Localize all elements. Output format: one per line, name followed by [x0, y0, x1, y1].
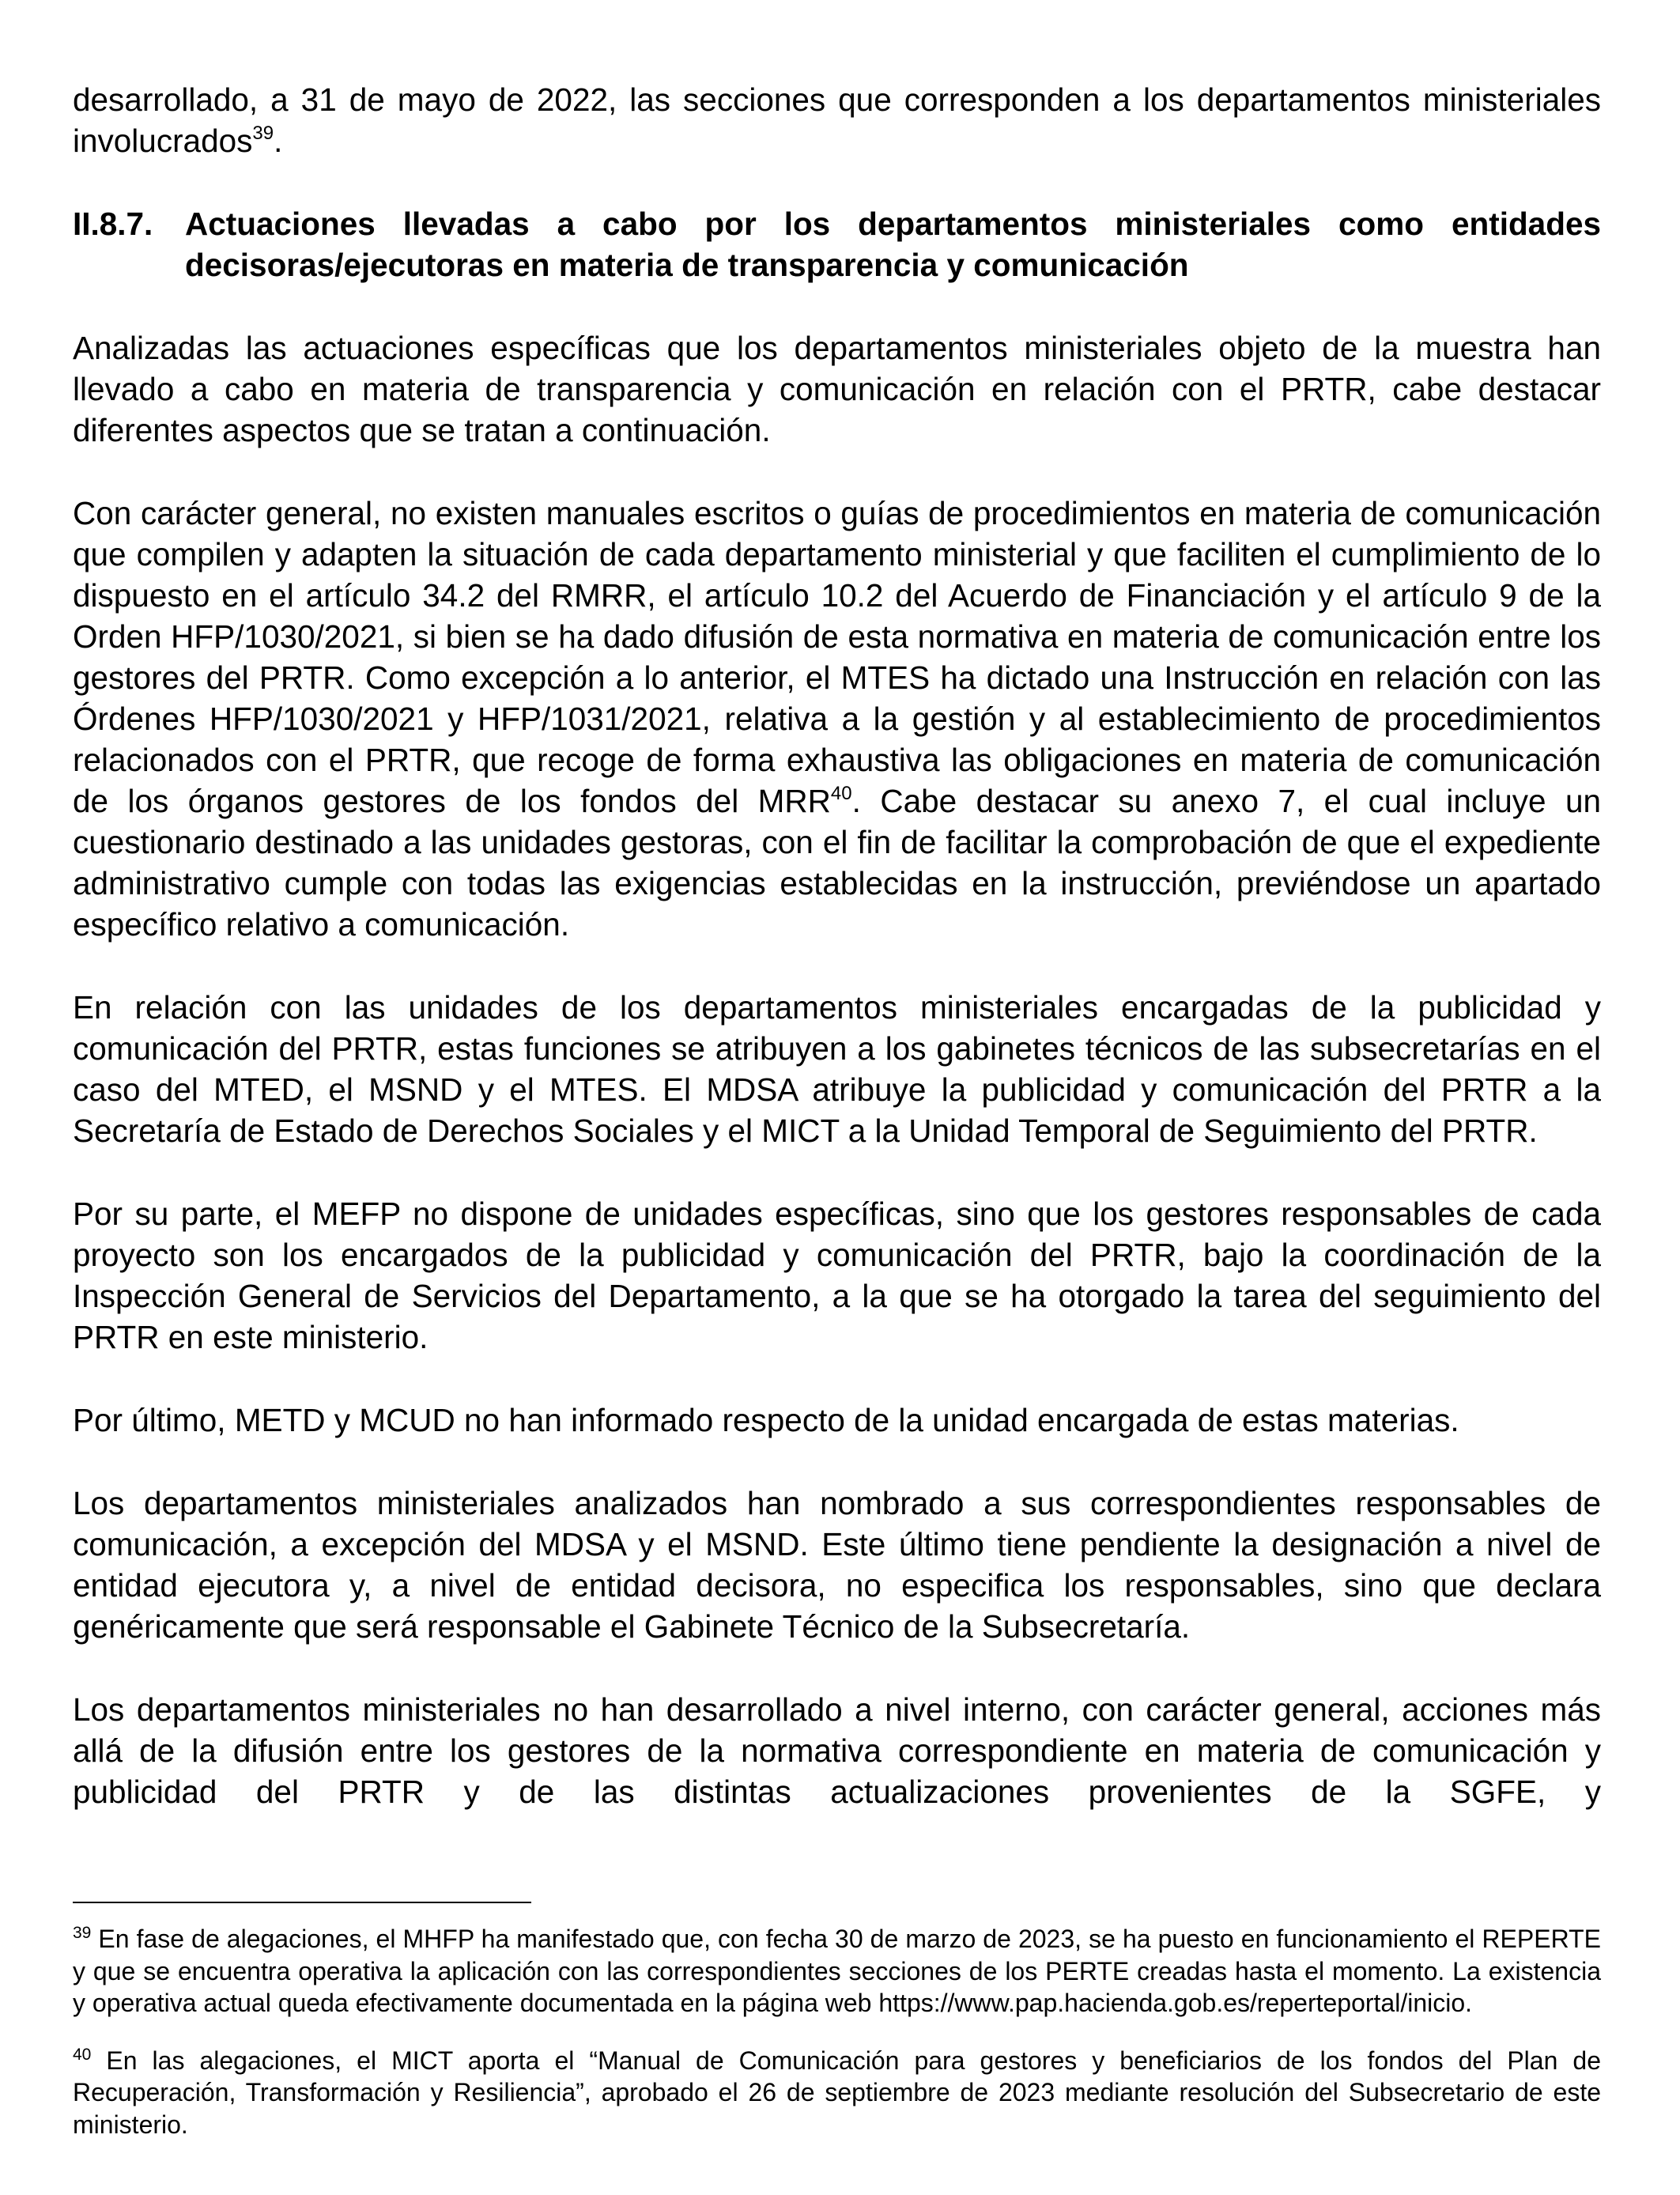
footnote-number: 40 — [73, 2045, 92, 2064]
footnote-40 — [73, 2045, 1601, 2141]
paragraph-caracter-general-part2: . Cabe destacar su anexo 7, el cual incluye un cuestionario destinado a las unidades gestoras, con el fin de facilitar la comprobación de que el expediente administrativo cumple con todas las exigencias establecidas en la instrucción, previéndose un apartado específico relativo a comunicación. — [73, 783, 1601, 943]
paragraph-caracter-general — [73, 493, 1601, 945]
footnotes — [73, 1923, 1601, 2166]
paragraph-analizadas: Analizadas las actuaciones específicas que los departamentos ministeriales objeto de la muestra han llevado a cabo en materia de transparencia y comunicación en relación con el PRTR, cabe destacar diferentes aspectos que se tratan a continuación. — [73, 330, 1601, 448]
paragraph-unidades: En relación con las unidades de los departamentos ministeriales encargadas de la publicidad y comunicación del PRTR, estas funciones se atribuyen a los gabinetes técnicos de las subsecretarías en el caso del MTED, el MSND y el MTES. El MDSA atribuye la publicidad y comunicación del PRTR a la Secretaría de Estado de Derechos Sociales y el MICT a la Unidad Temporal de Seguimiento del PRTR. — [73, 989, 1601, 1149]
paragraph-acciones: Los departamentos ministeriales no han desarrollado a nivel interno, con carácter general, acciones más allá de la difusión entre los gestores de la normativa correspondiente en materia de comunicación y publicidad del PRTR y de las distintas actualizaciones provenientes de la SGFE, y — [73, 1691, 1601, 1810]
footnote-39 — [73, 1923, 1601, 2019]
paragraph-responsables: Los departamentos ministeriales analizados han nombrado a sus correspondientes responsables de comunicación, a excepción del MDSA y el MSND. Este último tiene pendiente la designación a nivel de entidad ejecutora y, a nivel de entidad decisora, no especifica los responsables, sino que declara genéricamente que será responsable el Gabinete Técnico de la Subsecretaría. — [73, 1485, 1601, 1645]
intro-text: desarrollado, a 31 de mayo de 2022, las secciones que corresponden a los departamentos ministeriales involucrados — [73, 81, 1601, 159]
section-heading — [73, 203, 1601, 285]
section-number: II.8.7. — [73, 206, 153, 242]
footnote-text: En las alegaciones, el MICT aporta el “Manual de Comunicación para gestores y beneficiarios de los fondos del Plan de Recuperación, Transformación y Resiliencia”, aprobado el 26 de septiembre de 2023 mediante resolución del Subsecretario de este ministerio. — [73, 2046, 1601, 2139]
section-title: Actuaciones llevadas a cabo por los departamentos ministeriales como entidades decisoras/ejecutoras en materia de transparencia y comunicación — [185, 206, 1601, 283]
footnote-separator — [73, 1902, 531, 1903]
footnote-ref-40[interactable]: 40 — [830, 783, 852, 804]
intro-paragraph — [73, 79, 1601, 161]
footnote-ref-39[interactable]: 39 — [252, 123, 274, 144]
paragraph-ultimo: Por último, METD y MCUD no han informado respecto de la unidad encargada de estas materias. — [73, 1402, 1459, 1438]
footnote-number: 39 — [73, 1924, 92, 1942]
intro-end: . — [274, 123, 283, 159]
paragraph-mefp: Por su parte, el MEFP no dispone de unidades específicas, sino que los gestores responsables de cada proyecto son los encargados de la publicidad y comunicación del PRTR, bajo la coordinación de la Inspección General de Servicios del Departamento, a la que se ha otorgado la tarea del seguimiento del PRTR en este ministerio. — [73, 1196, 1601, 1355]
footnote-text: En fase de alegaciones, el MHFP ha manifestado que, con fecha 30 de marzo de 2023, se ha puesto en funcionamiento el REPERTE y que se encuentra operativa la aplicación con las correspondientes secciones de los PERTE creadas hasta el momento. La existencia y operativa actual queda efectivamente documentada en la página web https://www.pap.hacienda.gob.es/reperteportal/inicio. — [73, 1925, 1601, 2017]
paragraph-caracter-general-part1: Con carácter general, no existen manuales escritos o guías de procedimientos en materia de comunicación que compilen y adapten la situación de cada departamento ministerial y que faciliten el cumplimiento de lo dispuesto en el artículo 34.2 del RMRR, el artículo 10.2 del Acuerdo de Financiación y el artículo 9 de la Orden HFP/1030/2021, si bien se ha dado difusión de esta normativa en materia de comunicación entre los gestores del PRTR. Como excepción a lo anterior, el MTES ha dictado una Instrucción en relación con las Órdenes HFP/1030/2021 y HFP/1031/2021, relativa a la gestión y al establecimiento de procedimientos relacionados con el PRTR, que recoge de forma exhaustiva las obligaciones en materia de comunicación de los órganos gestores de los fondos del MRR — [73, 495, 1601, 819]
document-body — [73, 79, 1601, 1854]
